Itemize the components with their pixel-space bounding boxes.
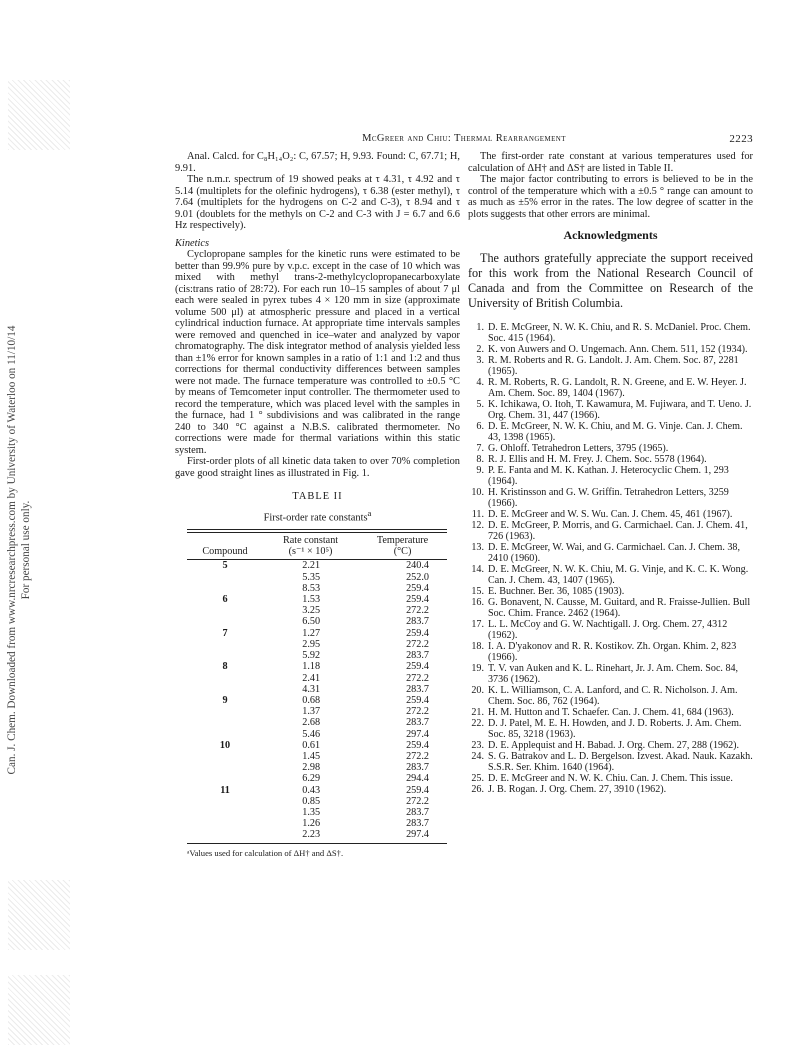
reference-number: 3. xyxy=(476,355,484,367)
table-row xyxy=(187,829,447,843)
table-row xyxy=(187,807,447,818)
rate-cell: 6.50 xyxy=(302,616,321,628)
temperature-cell: 272.2 xyxy=(406,706,429,718)
temperature-cell: 272.2 xyxy=(406,750,429,762)
table-row xyxy=(187,560,447,572)
reference-text: K. L. Williamson, C. A. Lanford, and C. R. Nicholson. J. Am. Chem. Soc. 86, 762 (1964). xyxy=(488,685,738,708)
compound-cell: 10 xyxy=(219,739,231,751)
reference-text: D. E. McGreer, N. W. K. Chiu, and M. G. Vinje. Can. J. Chem. 43, 1398 (1965). xyxy=(488,421,743,444)
compound-cell xyxy=(187,583,263,594)
compound-cell xyxy=(187,818,263,829)
reference-item xyxy=(468,399,753,421)
reference-item xyxy=(468,784,753,795)
compound-cell xyxy=(187,684,263,695)
table-row xyxy=(187,773,447,784)
reference-number: 25. xyxy=(471,773,484,785)
temperature-cell: 259.4 xyxy=(406,784,429,796)
reference-number: 6. xyxy=(476,421,484,433)
rate-cell: 1.35 xyxy=(302,806,321,818)
temperature-cell: 283.7 xyxy=(406,717,429,729)
rate-cell: 8.53 xyxy=(302,582,321,594)
reference-text: R. J. Ellis and H. M. Frey. J. Chem. Soc. 5578 (1964). xyxy=(488,454,707,466)
temperature-cell: 240.4 xyxy=(406,560,429,572)
compound-cell xyxy=(187,572,263,583)
table-row xyxy=(187,673,447,684)
table-caption-mark: a xyxy=(367,507,372,518)
reference-item xyxy=(468,322,753,344)
running-title: McGreer and Chiu: Thermal Rearrangement xyxy=(362,133,566,144)
acknowledgments-heading: Acknowledgments xyxy=(563,228,658,242)
rate-cell: 2.21 xyxy=(302,560,321,572)
reference-number: 26. xyxy=(471,784,484,796)
temperature-cell: 283.7 xyxy=(406,650,429,662)
compound-cell: 11 xyxy=(220,784,230,796)
rate-cell: 1.18 xyxy=(302,661,321,673)
table-footnote: ᵃValues used for calculation of ΔH† and ΔS†. xyxy=(187,847,344,858)
reference-text: P. E. Fanta and M. K. Kathan. J. Heterocyclic Chem. 1, 293 (1964). xyxy=(488,465,729,488)
reference-text: K. von Auwers and O. Ungemach. Ann. Chem. 511, 152 (1934). xyxy=(488,344,748,356)
right-column xyxy=(468,151,753,795)
reference-item xyxy=(468,718,753,740)
reference-number: 4. xyxy=(476,377,484,389)
rate-cell: 6.29 xyxy=(302,773,321,785)
compound-cell xyxy=(187,650,263,661)
compound-cell xyxy=(187,616,263,627)
reference-number: 8. xyxy=(476,454,484,466)
column-header-temperature: Temperature (°C) xyxy=(358,533,447,560)
reference-text: R. M. Roberts and R. G. Landolt. J. Am. Chem. Soc. 87, 2281 (1965). xyxy=(488,355,739,378)
table-row xyxy=(187,583,447,594)
references-list xyxy=(468,322,753,795)
reference-item xyxy=(468,520,753,542)
temperature-cell: 283.7 xyxy=(406,616,429,628)
temperature-cell: 272.2 xyxy=(406,605,429,617)
rate-cell: 0.61 xyxy=(302,739,321,751)
page-number: 2223 xyxy=(729,133,753,145)
reference-number: 5. xyxy=(476,399,484,411)
kinetics-paragraph: Cyclopropane samples for the kinetic runs were estimated to be better than 99.9% pure by v.p.c. except in the case of 10 which was mixed with methyl trans-2-methylcyclopropanecarboxylate (cis:trans ratio of 28:72). For each run 10–15 samples of about 7 μl each were sealed in pyrex tubes 4 × 120 mm in size (approximate volume 500 μl) at atmospheric pressure and placed in a vertical cylindrical induction furnace. At appropriate time intervals samples were removed and quenched in ice–water and analyzed by vapor chromatography. The disk integrator method of analysis yielded less than ±1% error for known samples in a ratio of 1:1 and 1:2 and thus corrections for thermal conductivity differences between samples were not made. The furnace temperature was controlled to ±0.5 °C by means of Temcometer input controller. The thermometer used to record the temperature, which was placed level with the samples in the furnace, had 1 ° subdivisions and was calibrated in the range 240 to 340 °C against a N.B.S. calibrated thermometer. No corrections were made for thermal variations within this static system. xyxy=(175,249,460,456)
reference-item xyxy=(468,740,753,751)
rate-paragraph: The first-order rate constant at various temperatures used for calculation of ΔH† and ΔS† are listed in Table II. xyxy=(468,151,753,174)
reference-item xyxy=(468,773,753,784)
reference-text: K. Ichikawa, O. Itoh, T. Kawamura, M. Fujiwara, and T. Ueno. J. Org. Chem. 31, 447 (1966). xyxy=(488,399,752,422)
rate-cell: 2.98 xyxy=(302,762,321,774)
column-header-compound: Compound xyxy=(187,533,263,560)
compound-cell: 5 xyxy=(222,560,228,572)
compound-cell xyxy=(187,717,263,728)
rate-cell: 1.27 xyxy=(302,627,321,639)
reference-number: 23. xyxy=(471,740,484,752)
reference-number: 18. xyxy=(471,641,484,653)
nmr-paragraph: The n.m.r. spectrum of 19 showed peaks at τ 4.31, τ 4.92 and τ 5.14 (multiplets for the olefinic hydrogens), τ 6.38 (ester methyl), τ 7.64 (multiplets for the hydrogens on C-2 and C-3), τ 8.94 and τ 9.01 (doublets for the methyls on C-2 and C-3 with J = 6.7 and 6.6 Hz respectively). xyxy=(175,174,460,231)
temperature-cell: 259.4 xyxy=(406,739,429,751)
personal-use-notice: For personal use only. xyxy=(19,500,32,600)
reference-item xyxy=(468,586,753,597)
rate-cell: 5.92 xyxy=(302,650,321,662)
kinetics-subheading: Kinetics xyxy=(175,237,210,249)
table-row xyxy=(187,729,447,740)
temperature-cell: 294.4 xyxy=(406,773,429,785)
table-caption xyxy=(175,508,460,524)
rate-cell: 2.95 xyxy=(302,638,321,650)
compound-cell: 6 xyxy=(222,594,228,606)
temperature-cell: 259.4 xyxy=(406,582,429,594)
reference-number: 22. xyxy=(471,718,484,730)
table-row xyxy=(187,605,447,616)
table-row xyxy=(187,684,447,695)
temperature-cell: 297.4 xyxy=(358,829,447,843)
temperature-cell: 259.4 xyxy=(406,594,429,606)
table-row xyxy=(187,785,447,796)
compound-cell xyxy=(187,773,263,784)
scan-artifact xyxy=(8,80,70,150)
scan-artifact xyxy=(8,880,70,950)
compound-cell xyxy=(187,639,263,650)
rate-cell: 0.68 xyxy=(302,694,321,706)
scan-artifact xyxy=(8,975,70,1045)
reference-number: 2. xyxy=(476,344,484,356)
reference-item xyxy=(468,344,753,355)
table-title: TABLE II xyxy=(292,491,343,502)
column-header-rate: Rate constant (s⁻¹ × 10⁵) xyxy=(263,533,358,560)
reference-number: 11. xyxy=(471,509,484,521)
compound-cell xyxy=(187,829,263,843)
reference-item xyxy=(468,597,753,619)
rate-cell: 2.68 xyxy=(302,717,321,729)
reference-text: I. A. D'yakonov and R. R. Kostikov. Zh. Organ. Khim. 2, 823 (1966). xyxy=(488,641,737,664)
reference-text: H. Kristinsson and G. W. Griffin. Tetrahedron Letters, 3259 (1966). xyxy=(488,487,729,510)
temperature-cell: 259.4 xyxy=(406,627,429,639)
temperature-cell: 297.4 xyxy=(406,728,429,740)
rate-cell: 0.85 xyxy=(302,795,321,807)
reference-item xyxy=(468,465,753,487)
reference-number: 1. xyxy=(476,322,484,334)
reference-item xyxy=(468,542,753,564)
rate-cell: 0.43 xyxy=(302,784,321,796)
rate-cell: 1.37 xyxy=(302,706,321,718)
reference-item xyxy=(468,443,753,454)
reference-number: 15. xyxy=(471,586,484,598)
reference-item xyxy=(468,641,753,663)
reference-number: 9. xyxy=(476,465,484,477)
table-row xyxy=(187,751,447,762)
reference-number: 14. xyxy=(471,564,484,576)
reference-text: D. E. McGreer, N. W. K. Chiu, and R. S. McDaniel. Proc. Chem. Soc. 415 (1964). xyxy=(488,322,751,345)
reference-item xyxy=(468,487,753,509)
rate-cell: 4.31 xyxy=(302,683,321,695)
table-row xyxy=(187,695,447,706)
reference-text: R. M. Roberts, R. G. Landolt, R. N. Greene, and E. W. Heyer. J. Am. Chem. Soc. 89, 1404 (1967). xyxy=(488,377,747,400)
rate-cell: 5.46 xyxy=(302,728,321,740)
table-caption-text: First-order rate constants xyxy=(263,511,368,523)
reference-item xyxy=(468,454,753,465)
reference-number: 19. xyxy=(471,663,484,675)
table-row xyxy=(187,717,447,728)
temperature-cell: 272.2 xyxy=(406,638,429,650)
rate-cell: 2.23 xyxy=(263,829,358,843)
table-row xyxy=(187,706,447,717)
reference-number: 10. xyxy=(471,487,484,499)
reference-text: E. Buchner. Ber. 36, 1085 (1903). xyxy=(488,586,625,598)
reference-number: 7. xyxy=(476,443,484,455)
analysis-paragraph: Anal. Calcd. for C₈H₁₄O₂: C, 67.57; H, 9.93. Found: C, 67.71; H, 9.91. xyxy=(175,151,460,174)
reference-number: 16. xyxy=(471,597,484,609)
reference-text: L. L. McCoy and G. W. Nachtigall. J. Org. Chem. 27, 4312 (1962). xyxy=(488,619,728,642)
rate-cell: 5.35 xyxy=(302,571,321,583)
compound-cell: 9 xyxy=(222,694,228,706)
reference-item xyxy=(468,707,753,718)
reference-text: G. Bonavent, N. Causse, M. Guitard, and R. Fraisse-Jullien. Bull Soc. Chim. France. 2462 (1964). xyxy=(488,597,751,620)
temperature-cell: 283.7 xyxy=(406,806,429,818)
download-notice: Can. J. Chem. Downloaded from www.nrcresearchpress.com by University of Waterloo on 11/10/14 xyxy=(6,325,18,775)
rate-cell: 1.45 xyxy=(302,750,321,762)
compound-cell xyxy=(187,605,263,616)
compound-cell xyxy=(187,751,263,762)
compound-cell xyxy=(187,729,263,740)
plots-paragraph: First-order plots of all kinetic data taken to over 70% completion gave good straight lines as illustrated in Fig. 1. xyxy=(175,456,460,479)
reference-item xyxy=(468,377,753,399)
rate-cell: 1.53 xyxy=(302,594,321,606)
reference-item xyxy=(468,751,753,773)
table-row xyxy=(187,639,447,650)
rate-constants-table xyxy=(187,529,447,843)
reference-text: J. B. Rogan. J. Org. Chem. 27, 3910 (1962). xyxy=(488,784,667,796)
reference-text: S. G. Batrakov and L. D. Bergelson. Izvest. Akad. Nauk. Kazakh. S.S.R. Ser. Khim. 1640 (1964). xyxy=(488,751,753,774)
reference-item xyxy=(468,685,753,707)
reference-item xyxy=(468,619,753,641)
reference-text: D. E. McGreer and W. S. Wu. Can. J. Chem. 45, 461 (1967). xyxy=(488,509,733,521)
temperature-cell: 259.4 xyxy=(406,661,429,673)
reference-text: D. E. McGreer, N. W. K. Chiu, M. G. Vinje, and K. C. K. Wong. Can. J. Chem. 43, 1407 (1965). xyxy=(488,564,749,587)
reference-item xyxy=(468,509,753,520)
temperature-cell: 283.7 xyxy=(406,818,429,830)
reference-text: D. E. McGreer, W. Wai, and G. Carmichael. Can. J. Chem. 38, 2410 (1960). xyxy=(488,542,741,565)
table-row xyxy=(187,650,447,661)
reference-text: T. V. van Auken and K. L. Rinehart, Jr. J. Am. Chem. Soc. 84, 3736 (1962). xyxy=(488,663,739,686)
reference-number: 20. xyxy=(471,685,484,697)
reference-number: 21. xyxy=(471,707,484,719)
compound-cell xyxy=(187,762,263,773)
table-row xyxy=(187,616,447,627)
reference-item xyxy=(468,421,753,443)
rate-cell: 1.26 xyxy=(302,818,321,830)
table-row xyxy=(187,661,447,672)
reference-text: D. E. McGreer, P. Morris, and G. Carmichael. Can. J. Chem. 41, 726 (1963). xyxy=(488,520,748,543)
reference-number: 12. xyxy=(471,520,484,532)
rate-cell: 2.41 xyxy=(302,672,321,684)
reference-item xyxy=(468,663,753,685)
temperature-cell: 283.7 xyxy=(406,762,429,774)
reference-text: D. E. McGreer and N. W. K. Chiu. Can. J. Chem. This issue. xyxy=(488,773,733,785)
table-row xyxy=(187,572,447,583)
reference-text: G. Ohloff. Tetrahedron Letters, 3795 (1965). xyxy=(488,443,669,455)
table-row xyxy=(187,818,447,829)
table-row xyxy=(187,796,447,807)
rate-cell: 3.25 xyxy=(302,605,321,617)
table-row xyxy=(187,594,447,605)
table-row xyxy=(187,762,447,773)
reference-number: 17. xyxy=(471,619,484,631)
temperature-cell: 272.2 xyxy=(406,795,429,807)
left-column xyxy=(175,151,460,859)
compound-cell xyxy=(187,796,263,807)
acknowledgments-text: The authors gratefully appreciate the support received for this work from the National Research Council of Canada and from the Committee on Research of the University of British Columbia. xyxy=(468,250,753,311)
reference-text: H. M. Hutton and T. Schaefer. Can. J. Chem. 41, 684 (1963). xyxy=(488,707,734,719)
table-row xyxy=(187,628,447,639)
compound-cell: 8 xyxy=(222,661,228,673)
reference-item xyxy=(468,564,753,586)
compound-cell: 7 xyxy=(222,627,228,639)
download-watermark-strip xyxy=(0,0,78,1051)
temperature-cell: 259.4 xyxy=(406,694,429,706)
compound-cell xyxy=(187,673,263,684)
errors-paragraph: The major factor contributing to errors is believed to be in the control of the temperature which with a ±0.5 ° range can amount to as much as ±5% error in the rates. The low degree of scatter in the plots suggests that other errors are minimal. xyxy=(468,174,753,220)
compound-cell xyxy=(187,807,263,818)
reference-text: D. J. Patel, M. E. H. Howden, and J. D. Roberts. J. Am. Chem. Soc. 85, 3218 (1963). xyxy=(488,718,742,741)
compound-cell xyxy=(187,706,263,717)
temperature-cell: 283.7 xyxy=(406,683,429,695)
temperature-cell: 252.0 xyxy=(406,571,429,583)
reference-text: D. E. Applequist and H. Babad. J. Org. Chem. 27, 288 (1962). xyxy=(488,740,740,752)
table-row xyxy=(187,740,447,751)
reference-item xyxy=(468,355,753,377)
reference-number: 13. xyxy=(471,542,484,554)
temperature-cell: 272.2 xyxy=(406,672,429,684)
reference-number: 24. xyxy=(471,751,484,763)
